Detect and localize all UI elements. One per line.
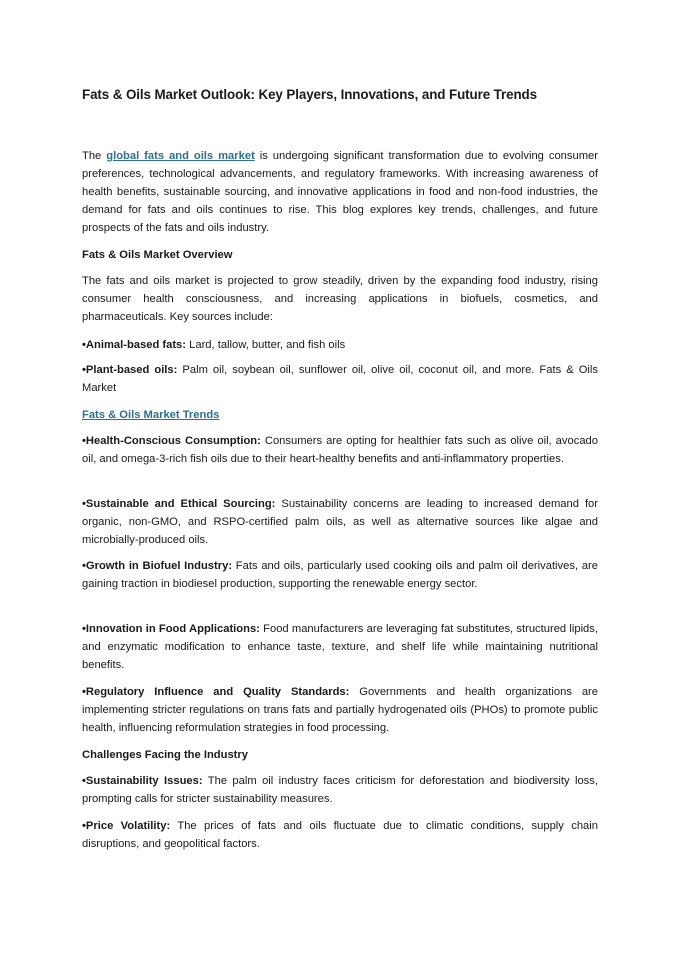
trend-label: •Regulatory Influence and Quality Standards: [82,686,350,698]
source-text: Lard, tallow, butter, and fish oils [186,339,346,351]
trend-text: Consumers are opting for healthier fats such as olive oil, avocado oil, and omega-3-rich fish oils due to their heart-healthy benefits and anti-inflammatory properties. [82,435,598,465]
trends-heading-link[interactable]: Fats & Oils Market Trends [82,409,220,421]
trend-item [82,620,598,674]
intro-text: is undergoing significant transformation due to evolving consumer preferences, technological advancements, and regulatory frameworks. With increasing awareness of health benefits, sustainable sourcing, and innovative applications in food and non-food industries, the demand for fats and oils continues to rise. This blog explores key trends, challenges, and future prospects of the fats and oils industry. [82,150,598,234]
source-label: •Animal-based fats: [82,339,187,351]
challenge-text: The palm oil industry faces criticism for deforestation and biodiversity loss, prompting calls for stricter sustainability measures. [82,775,598,805]
challenge-label: •Price Volatility: [82,820,171,832]
source-item-plant [82,361,598,397]
trend-label: •Growth in Biofuel Industry: [82,560,233,572]
challenge-item [82,772,598,808]
source-item-animal [82,336,598,354]
source-label: •Plant-based oils: [82,364,178,376]
trend-item [82,432,598,468]
source-text: Palm oil, soybean oil, sunflower oil, olive oil, coconut oil, and more. Fats & Oils Market [82,364,598,394]
challenges-heading: Challenges Facing the Industry [82,749,248,761]
global-fats-oils-market-link[interactable]: global fats and oils market [106,150,255,162]
trend-text: Food manufacturers are leveraging fat substitutes, structured lipids, and enzymatic modification to enhance taste, texture, and shelf life while maintaining nutritional benefits. [82,623,598,671]
trend-text: Fats and oils, particularly used cooking oils and palm oil derivatives, are gaining traction in biodiesel production, supporting the renewable energy sector. [82,560,598,590]
trends-heading [82,406,598,424]
trend-item [82,495,598,549]
page-title: Fats & Oils Market Outlook: Key Players, Innovations, and Future Trends [82,87,537,102]
overview-paragraph: The fats and oils market is projected to grow steadily, driven by the expanding food industry, rising consumer health consciousness, and increasing applications in biofuels, cosmetics, and pharmaceuticals. Key sources include: [82,275,598,323]
challenge-item [82,817,598,853]
trend-label: •Sustainable and Ethical Sourcing: [82,498,276,510]
intro-prefix: The [82,150,107,162]
intro-paragraph [82,147,598,237]
trend-item [82,683,598,737]
overview-heading: Fats & Oils Market Overview [82,249,233,261]
trend-label: •Innovation in Food Applications: [82,623,260,635]
trend-label: •Health-Conscious Consumption: [82,435,261,447]
challenge-label: •Sustainability Issues: [82,775,203,787]
trend-item [82,557,598,593]
trend-text: Sustainability concerns are leading to increased demand for organic, non-GMO, and RSPO-certified palm oils, as well as alternative sources like algae and microbially-produced oils. [82,498,598,546]
trend-text: Governments and health organizations are implementing stricter regulations on trans fats and partially hydrogenated oils (PHOs) to promote public health, influencing reformulation strategies in food processing. [82,686,599,734]
challenge-text: The prices of fats and oils fluctuate due to climatic conditions, supply chain disruptions, and geopolitical factors. [82,820,598,850]
